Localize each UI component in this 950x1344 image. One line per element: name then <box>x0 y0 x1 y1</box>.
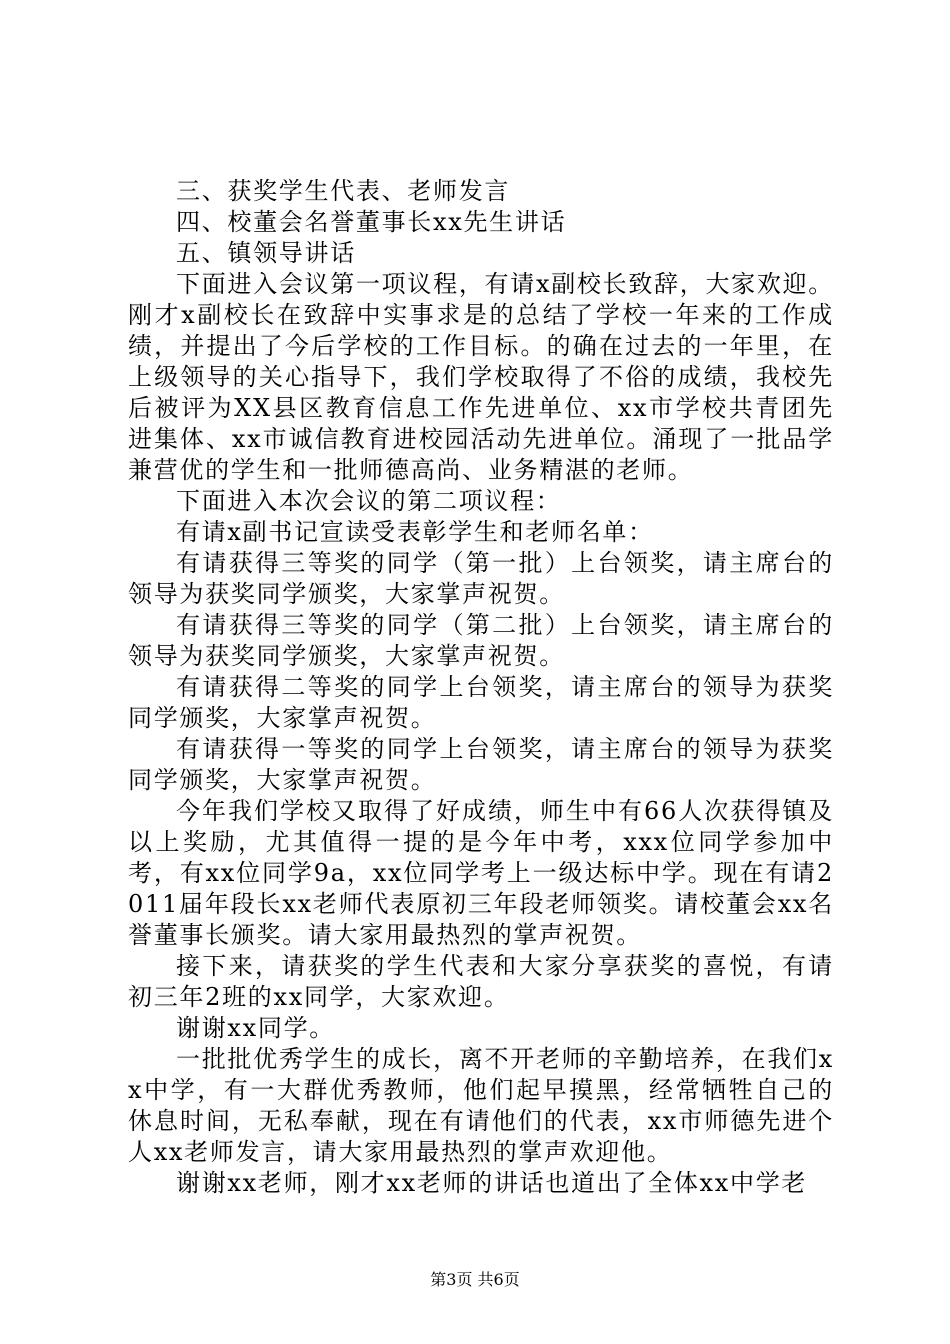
paragraph-thanks-teacher: 谢谢xx老师，刚才xx老师的讲话也道出了全体xx中学老 <box>176 1169 808 1197</box>
paragraph-achievements: 今年我们学校又取得了好成绩，师生中有66人次获得镇及以上奖励，尤其值得一提的是今年中考，xxx位同学参加中考，有xx位同学9a，xx位同学考上一级达标中学。现在有请2011届年段长xx老师代表原初三年段老师领奖。请校董会xx名誉董事长颁奖。请大家用最热烈的掌声祝贺。 <box>128 797 834 949</box>
agenda-item-4: 四、校董会名誉董事长xx先生讲话 <box>176 208 567 236</box>
paragraph-name-list: 有请x副书记宣读受表彰学生和老师名单： <box>176 518 654 546</box>
paragraph-student-representative: 接下来，请获奖的学生代表和大家分享获奖的喜悦，有请初三年2班的xx同学，大家欢迎。 <box>128 952 834 1011</box>
page-footer: 第3页 共6页 <box>430 1270 520 1289</box>
paragraph-thanks-student: 谢谢xx同学。 <box>176 1014 335 1042</box>
document-body <box>128 176 834 1199</box>
agenda-item-3: 三、获奖学生代表、老师发言 <box>176 177 511 205</box>
paragraph-teacher-representative: 一批批优秀学生的成长，离不开老师的辛勤培养，在我们xx中学，有一大群优秀教师，他们起早摸黑，经常牺牲自己的休息时间，无私奉献，现在有请他们的代表，xx市师德先进个人xx老师发言，请大家用最热烈的掌声欢迎他。 <box>128 1045 834 1166</box>
paragraph-second-prize: 有请获得二等奖的同学上台领奖，请主席台的领导为获奖同学颁奖，大家掌声祝贺。 <box>128 673 834 732</box>
paragraph-third-prize-batch-1: 有请获得三等奖的同学（第一批）上台领奖，请主席台的领导为获奖同学颁奖，大家掌声祝贺。 <box>128 549 834 608</box>
paragraph-second-agenda: 下面进入本次会议的第二项议程： <box>176 487 562 515</box>
paragraph-first-agenda: 下面进入会议第一项议程，有请x副校长致辞，大家欢迎。刚才x副校长在致辞中实事求是的总结了学校一年来的工作成绩，并提出了今后学校的工作目标。的确在过去的一年里，在上级领导的关心指导下，我们学校取得了不俗的成绩，我校先后被评为XX县区教育信息工作先进单位、xx市学校共青团先进集体、xx市诚信教育进校园活动先进单位。涌现了一批品学兼营优的学生和一批师德高尚、业务精湛的老师。 <box>128 270 834 484</box>
paragraph-third-prize-batch-2: 有请获得三等奖的同学（第二批）上台领奖，请主席台的领导为获奖同学颁奖，大家掌声祝贺。 <box>128 611 834 670</box>
paragraph-first-prize: 有请获得一等奖的同学上台领奖，请主席台的领导为获奖同学颁奖，大家掌声祝贺。 <box>128 735 834 794</box>
agenda-item-5: 五、镇领导讲话 <box>176 239 356 267</box>
